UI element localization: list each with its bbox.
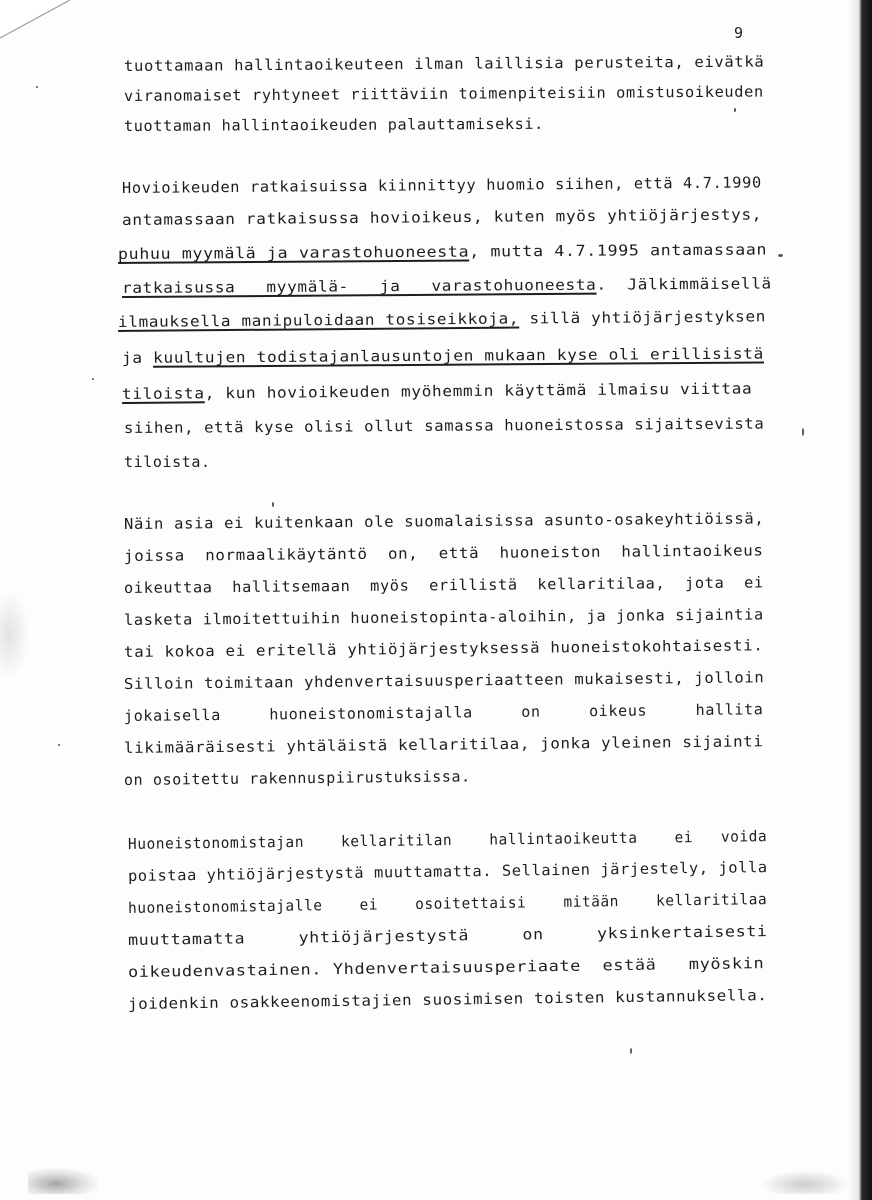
underlined-phrase: ilmauksella manipuloidaan tosiseikkoja,: [117, 309, 520, 331]
text-line: on osoitettu rakennuspiirustuksissa.: [123, 767, 471, 789]
scan-speck: [58, 744, 60, 746]
text-line: jokaisella huoneistonomistajalla on oikeus hallita: [123, 700, 764, 725]
folded-corner: [0, 0, 70, 40]
text-line: Hovioikeuden ratkaisuissa kiinnittyy huomio siihen, että 4.7.1990: [121, 173, 762, 197]
text-line: oikeuttaa hallitsemaan myös erillistä kellaritilaa, jota ei: [123, 573, 764, 597]
text-line: [122, 344, 764, 368]
text-line: tuottaman hallintaoikeuden palauttamiseksi.: [123, 114, 544, 135]
text-line: [122, 273, 772, 298]
text-line: Huoneistonomistajan kellaritilan hallintaoikeutta ei voida: [127, 827, 768, 853]
text-line: [118, 239, 767, 264]
scan-speck: [272, 502, 274, 507]
scan-right-edge: [848, 0, 872, 1200]
scan-noise-bottom-left: [28, 1168, 98, 1194]
underlined-phrase: puhuu myymälä ja varastohuoneesta: [117, 242, 470, 263]
text-line: tai kokoa ei eritellä yhtiöjärjestyksessä huoneistokohtaisesti.: [123, 636, 764, 661]
underlined-phrase: tiloista: [121, 384, 205, 403]
scan-noise-bottom-right: [760, 1170, 850, 1194]
scan-speck: [92, 378, 94, 380]
text-line: oikeudenvastainen. Yhdenvertaisuusperiaate estää myöskin: [127, 954, 765, 981]
text-line: Silloin toimitaan yhdenvertaisuusperiaatteen mukaisesti, jolloin: [123, 668, 765, 693]
text-line: siihen, että kyse olisi ollut samassa huoneistossa sijaitsevista: [123, 414, 765, 437]
scan-speck: [630, 1048, 632, 1054]
text-line: tuottamaan hallintaoikeuteen ilman laillisia perusteita, eivätkä: [123, 52, 765, 75]
text-line: [118, 306, 766, 332]
underlined-phrase: ratkaisussa myymälä- ja varastohuoneesta: [121, 275, 597, 297]
text-line: joidenkin osakkeenomistajien suosimisen toisten kustannuksella.: [127, 986, 768, 1013]
text-line: lasketa ilmoitettuihin huoneistopinta-aloihin, ja jonka sijaintia: [123, 605, 764, 629]
text-line: tiloista.: [124, 453, 211, 471]
text-span: , mutta 4.7.1995 antamassaan: [469, 240, 768, 261]
text-line: joissa normaalikäytäntö on, että huoneiston hallintaoikeus: [123, 541, 764, 565]
text-span: ja: [121, 348, 154, 367]
page-number: 9: [734, 24, 744, 42]
scan-speck: [36, 86, 38, 88]
text-line: antamassaan ratkaisussa hovioikeus, kuten myös yhtiöjärjestys,: [121, 205, 763, 229]
text-line: likimääräisesti yhtäläistä kellaritilaa, jonka yleinen sijainti: [123, 732, 764, 757]
scan-noise-left: [0, 590, 30, 680]
text-line: viranomaiset ryhtyneet riittäviin toimenpiteisiin omistusoikeuden: [123, 82, 764, 105]
text-span: , kun hovioikeuden myöhemmin käyttämä ilmaisu viittaa: [204, 379, 753, 403]
text-span: sillä yhtiöjärjestyksen: [519, 307, 767, 328]
underlined-phrase: kuultujen todistajanlausuntojen mukaan kyse oli erillisistä: [153, 344, 764, 367]
text-line: muuttamatta yhtiöjärjestystä on yksinkertaisesti: [127, 922, 768, 949]
text-line: huoneistonomistajalle ei osoitettaisi mitään kellaritilaa: [127, 890, 768, 917]
text-line: poistaa yhtiöjärjestystä muuttamatta. Sellainen järjestely, jolla: [127, 858, 768, 885]
text-line: Näin asia ei kuitenkaan ole suomalaisissa asunto-osakeyhtiöissä,: [123, 509, 765, 533]
scan-speck: [802, 428, 804, 436]
scan-speck: [778, 254, 783, 257]
scan-speck: [734, 108, 736, 112]
text-line: [122, 378, 753, 404]
text-span: . Jälkimmäisellä: [596, 274, 772, 294]
